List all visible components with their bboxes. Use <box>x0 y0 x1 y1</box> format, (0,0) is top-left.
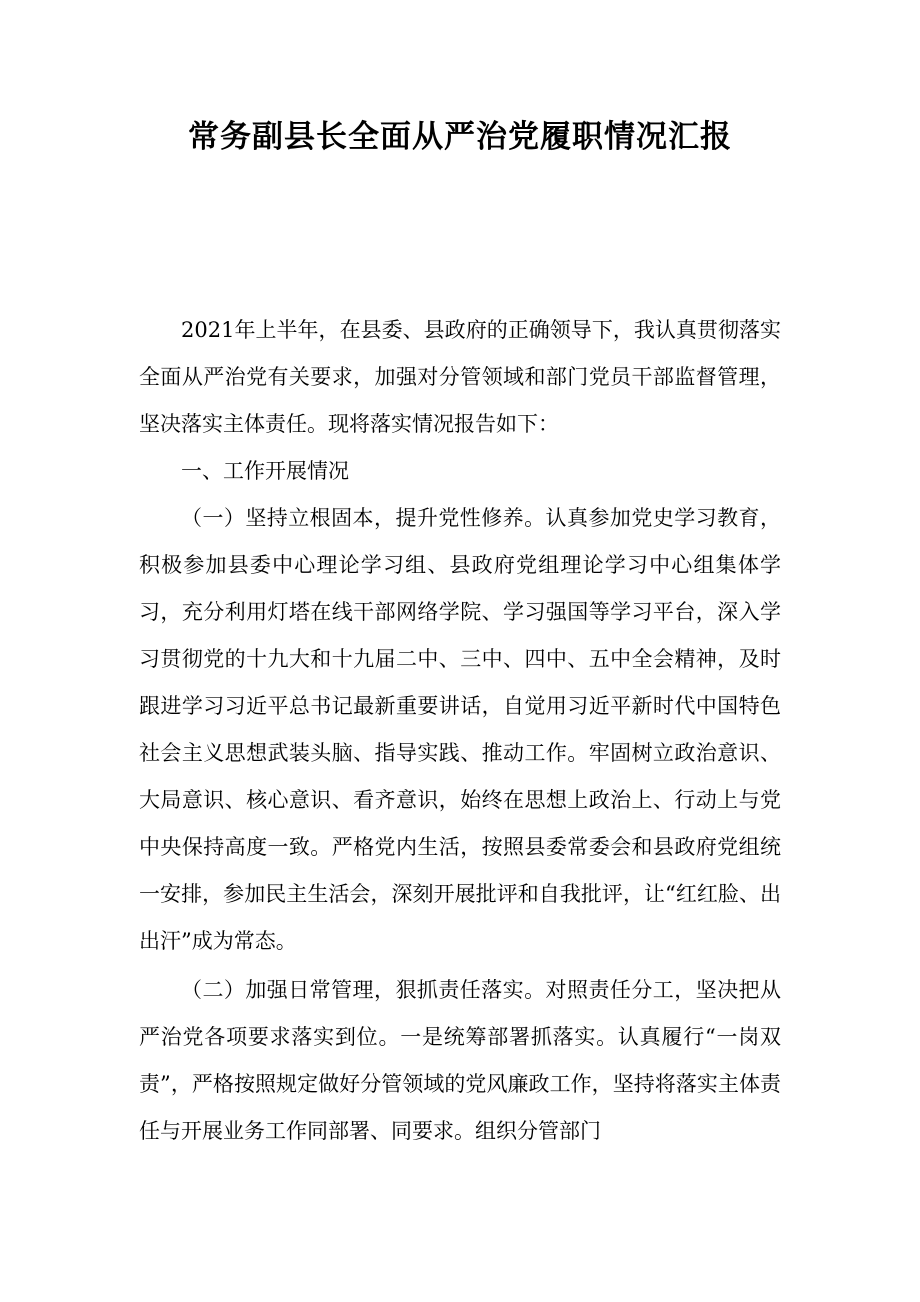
section-heading: 一、工作开展情况 <box>181 459 349 483</box>
document-title: 常务副县长全面从严治党履职情况汇报 <box>188 119 732 155</box>
subsection-2-paragraph: （二）加强日常管理，狠抓责任落实。对照责任分工，坚决把从严治党各项要求落实到位。一是统筹部署抓落实。认真履行“一岗双责”，严格按照规定做好分管领域的党风廉政工作，坚持将落实主体责任与开展业务工作同部署、同要求。组织分管部门 <box>139 978 781 1143</box>
document-body <box>139 307 781 1155</box>
intro-paragraph: 2021年上半年，在县委、县政府的正确领导下，我认真贯彻落实全面从严治党有关要求，加强对分管领域和部门党员干部监督管理，坚决落实主体责任。现将落实情况报告如下： <box>139 318 781 436</box>
subsection-1-paragraph: （一）坚持立根固本，提升党性修养。认真参加党史学习教育，积极参加县委中心理论学习组、县政府党组理论学习中心组集体学习，充分利用灯塔在线干部网络学院、学习强国等学习平台，深入学习贯彻党的十九大和十九届二中、三中、四中、五中全会精神，及时跟进学习习近平总书记最新重要讲话，自觉用习近平新时代中国特色社会主义思想武装头脑、指导实践、推动工作。牢固树立政治意识、大局意识、核心意识、看齐意识，始终在思想上政治上、行动上与党中央保持高度一致。严格党内生活，按照县委常委会和县政府党组统一安排，参加民主生活会，深刻开展批评和自我批评，让“红红脸、出出汗”成为常态。 <box>139 506 781 953</box>
